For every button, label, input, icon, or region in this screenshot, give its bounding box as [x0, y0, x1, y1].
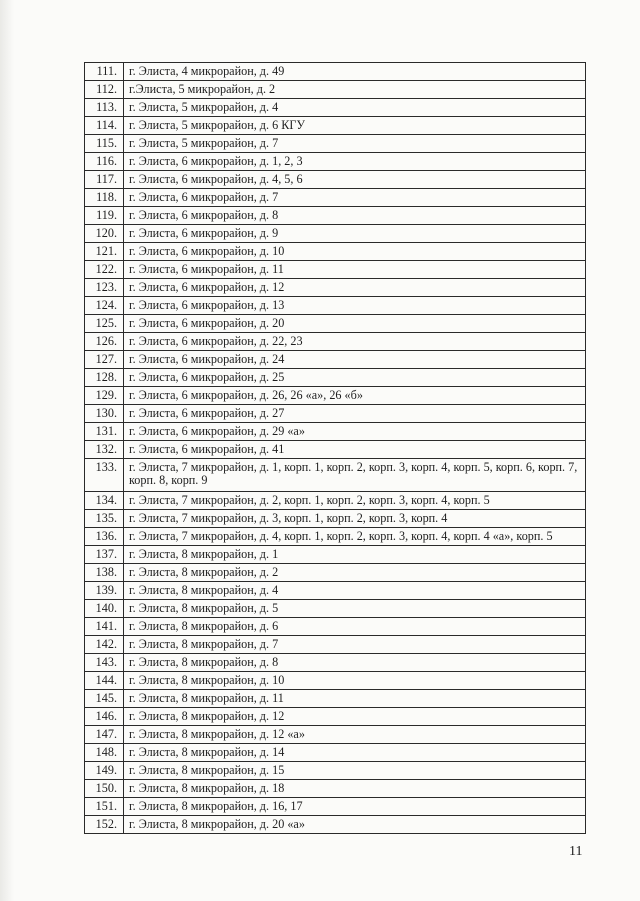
row-address: г. Элиста, 7 микрорайон, д. 4, корп. 1, корп. 2, корп. 3, корп. 4, корп. 4 «а», корп. 5: [124, 528, 586, 546]
row-address: г. Элиста, 8 микрорайон, д. 15: [124, 762, 586, 780]
row-number: 139.: [85, 582, 124, 600]
row-number: 152.: [85, 816, 124, 834]
table-row: [85, 441, 586, 459]
row-number: 111.: [85, 63, 124, 81]
row-address: г. Элиста, 5 микрорайон, д. 6 КГУ: [124, 117, 586, 135]
row-address: г. Элиста, 8 микрорайон, д. 12: [124, 708, 586, 726]
row-number: 150.: [85, 780, 124, 798]
table-row: [85, 81, 586, 99]
table-row: [85, 492, 586, 510]
row-address: г. Элиста, 6 микрорайон, д. 1, 2, 3: [124, 153, 586, 171]
row-address: г. Элиста, 6 микрорайон, д. 24: [124, 351, 586, 369]
row-address: г. Элиста, 8 микрорайон, д. 5: [124, 600, 586, 618]
row-number: 142.: [85, 636, 124, 654]
row-number: 127.: [85, 351, 124, 369]
table-row: [85, 279, 586, 297]
row-number: 114.: [85, 117, 124, 135]
row-address: г. Элиста, 6 микрорайон, д. 13: [124, 297, 586, 315]
row-number: 137.: [85, 546, 124, 564]
row-number: 124.: [85, 297, 124, 315]
scan-edge-shadow: [0, 0, 14, 901]
row-number: 117.: [85, 171, 124, 189]
row-number: 120.: [85, 225, 124, 243]
table-row: [85, 726, 586, 744]
table-row: [85, 672, 586, 690]
row-address: г.Элиста, 5 микрорайон, д. 2: [124, 81, 586, 99]
row-number: 119.: [85, 207, 124, 225]
table-row: [85, 207, 586, 225]
row-address: г. Элиста, 8 микрорайон, д. 8: [124, 654, 586, 672]
row-number: 134.: [85, 492, 124, 510]
row-address: г. Элиста, 6 микрорайон, д. 26, 26 «а», 26 «б»: [124, 387, 586, 405]
row-address: г. Элиста, 8 микрорайон, д. 1: [124, 546, 586, 564]
table-row: [85, 135, 586, 153]
table-row: [85, 189, 586, 207]
row-number: 133.: [85, 459, 124, 492]
table-row: [85, 315, 586, 333]
row-number: 151.: [85, 798, 124, 816]
row-address: г. Элиста, 7 микрорайон, д. 2, корп. 1, корп. 2, корп. 3, корп. 4, корп. 5: [124, 492, 586, 510]
row-number: 147.: [85, 726, 124, 744]
row-address: г. Элиста, 8 микрорайон, д. 12 «а»: [124, 726, 586, 744]
row-address: г. Элиста, 8 микрорайон, д. 4: [124, 582, 586, 600]
table-row: [85, 225, 586, 243]
row-address: г. Элиста, 8 микрорайон, д. 7: [124, 636, 586, 654]
row-number: 116.: [85, 153, 124, 171]
table-row: [85, 780, 586, 798]
row-address: г. Элиста, 6 микрорайон, д. 12: [124, 279, 586, 297]
row-number: 123.: [85, 279, 124, 297]
address-table: [84, 62, 586, 834]
row-address: г. Элиста, 6 микрорайон, д. 11: [124, 261, 586, 279]
row-number: 121.: [85, 243, 124, 261]
row-number: 136.: [85, 528, 124, 546]
row-number: 141.: [85, 618, 124, 636]
page-number: 11: [569, 844, 583, 859]
row-address: г. Элиста, 8 микрорайон, д. 20 «а»: [124, 816, 586, 834]
table-row: [85, 636, 586, 654]
table-row: [85, 243, 586, 261]
row-address: г. Элиста, 8 микрорайон, д. 10: [124, 672, 586, 690]
table-row: [85, 816, 586, 834]
table-row: [85, 459, 586, 492]
row-address: г. Элиста, 7 микрорайон, д. 3, корп. 1, корп. 2, корп. 3, корп. 4: [124, 510, 586, 528]
table-row: [85, 654, 586, 672]
table-row: [85, 744, 586, 762]
table-row: [85, 528, 586, 546]
table-row: [85, 171, 586, 189]
row-address: г. Элиста, 5 микрорайон, д. 4: [124, 99, 586, 117]
row-address: г. Элиста, 6 микрорайон, д. 27: [124, 405, 586, 423]
table-row: [85, 63, 586, 81]
row-address: г. Элиста, 6 микрорайон, д. 25: [124, 369, 586, 387]
row-number: 112.: [85, 81, 124, 99]
table-row: [85, 297, 586, 315]
row-number: 138.: [85, 564, 124, 582]
table-row: [85, 351, 586, 369]
table-row: [85, 798, 586, 816]
row-address: г. Элиста, 7 микрорайон, д. 1, корп. 1, корп. 2, корп. 3, корп. 4, корп. 5, корп. 6, корп. 7, корп. 8, корп. 9: [124, 459, 586, 492]
row-address: г. Элиста, 6 микрорайон, д. 8: [124, 207, 586, 225]
table-row: [85, 564, 586, 582]
table-row: [85, 762, 586, 780]
row-number: 149.: [85, 762, 124, 780]
row-number: 146.: [85, 708, 124, 726]
row-number: 132.: [85, 441, 124, 459]
row-number: 122.: [85, 261, 124, 279]
table-row: [85, 369, 586, 387]
row-address: г. Элиста, 8 микрорайон, д. 11: [124, 690, 586, 708]
row-address: г. Элиста, 6 микрорайон, д. 22, 23: [124, 333, 586, 351]
row-address: г. Элиста, 6 микрорайон, д. 29 «а»: [124, 423, 586, 441]
table-row: [85, 600, 586, 618]
table-row: [85, 153, 586, 171]
row-address: г. Элиста, 8 микрорайон, д. 6: [124, 618, 586, 636]
table-row: [85, 333, 586, 351]
row-number: 129.: [85, 387, 124, 405]
row-address: г. Элиста, 6 микрорайон, д. 4, 5, 6: [124, 171, 586, 189]
table-row: [85, 423, 586, 441]
row-number: 113.: [85, 99, 124, 117]
row-number: 145.: [85, 690, 124, 708]
row-number: 148.: [85, 744, 124, 762]
row-number: 125.: [85, 315, 124, 333]
table-row: [85, 405, 586, 423]
row-address: г. Элиста, 6 микрорайон, д. 20: [124, 315, 586, 333]
row-number: 144.: [85, 672, 124, 690]
table-row: [85, 690, 586, 708]
row-address: г. Элиста, 6 микрорайон, д. 41: [124, 441, 586, 459]
table-row: [85, 117, 586, 135]
row-address: г. Элиста, 8 микрорайон, д. 14: [124, 744, 586, 762]
table-row: [85, 618, 586, 636]
row-number: 135.: [85, 510, 124, 528]
table-row: [85, 546, 586, 564]
table-row: [85, 708, 586, 726]
row-address: г. Элиста, 8 микрорайон, д. 16, 17: [124, 798, 586, 816]
row-number: 143.: [85, 654, 124, 672]
table-row: [85, 261, 586, 279]
table-row: [85, 510, 586, 528]
row-address: г. Элиста, 4 микрорайон, д. 49: [124, 63, 586, 81]
row-number: 126.: [85, 333, 124, 351]
row-address: г. Элиста, 8 микрорайон, д. 2: [124, 564, 586, 582]
row-number: 128.: [85, 369, 124, 387]
row-number: 131.: [85, 423, 124, 441]
row-address: г. Элиста, 5 микрорайон, д. 7: [124, 135, 586, 153]
row-address: г. Элиста, 6 микрорайон, д. 9: [124, 225, 586, 243]
table-row: [85, 99, 586, 117]
row-address: г. Элиста, 8 микрорайон, д. 18: [124, 780, 586, 798]
row-number: 140.: [85, 600, 124, 618]
row-number: 118.: [85, 189, 124, 207]
row-address: г. Элиста, 6 микрорайон, д. 10: [124, 243, 586, 261]
table-row: [85, 582, 586, 600]
table-row: [85, 387, 586, 405]
row-address: г. Элиста, 6 микрорайон, д. 7: [124, 189, 586, 207]
row-number: 115.: [85, 135, 124, 153]
row-number: 130.: [85, 405, 124, 423]
